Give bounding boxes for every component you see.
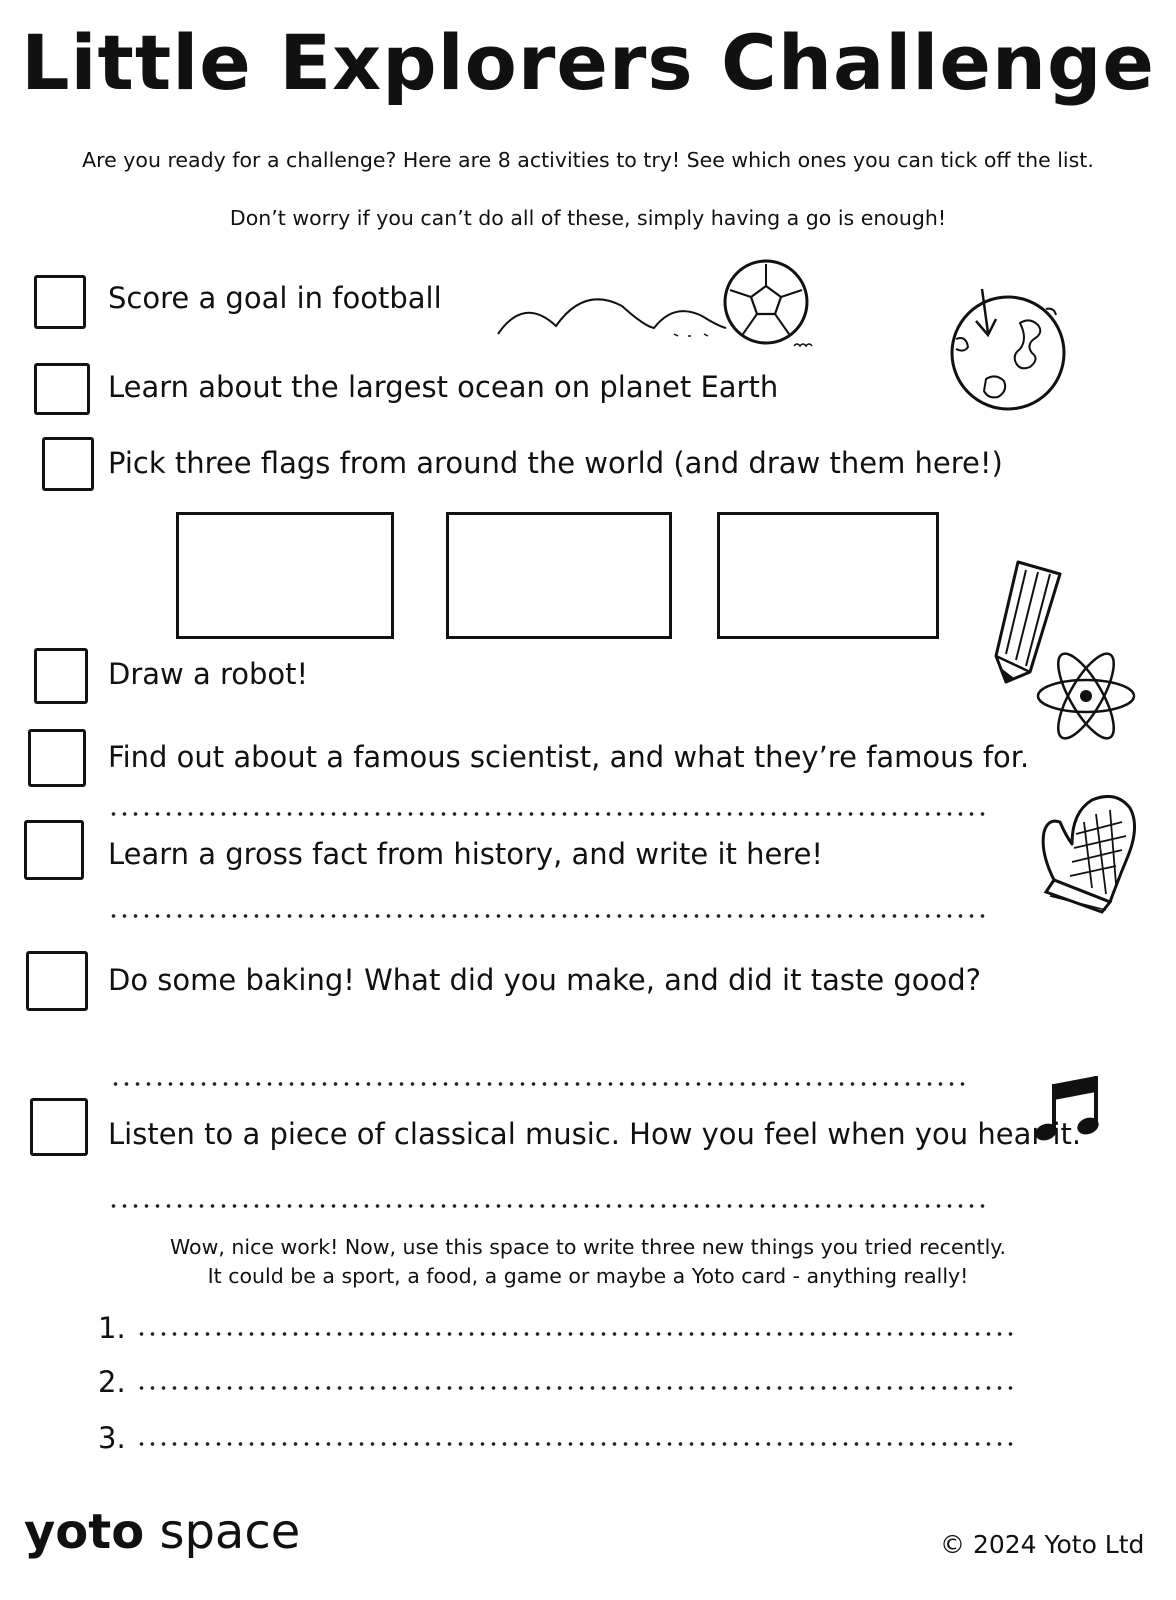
task-6-checkbox[interactable] bbox=[24, 820, 84, 880]
answer-line-task-5[interactable] bbox=[108, 808, 988, 820]
intro-line-1: Are you ready for a challenge? Here are 8 activities to try! See which ones you can tick off the list. bbox=[82, 148, 1094, 172]
task-5-label: Find out about a famous scientist, and what they’re famous for. bbox=[108, 740, 1030, 774]
intro-line-2: Don’t worry if you can’t do all of these, simply having a go is enough! bbox=[229, 206, 947, 230]
yoto-space-logo bbox=[24, 1504, 301, 1560]
task-7-label: Do some baking! What did you make, and did it taste good? bbox=[108, 963, 982, 997]
logo-yoto: yoto bbox=[24, 1504, 145, 1560]
outro-line-1: Wow, nice work! Now, use this space to write three new things you tried recently. bbox=[169, 1235, 1007, 1259]
task-3-checkbox[interactable] bbox=[42, 437, 94, 491]
atom-icon bbox=[1034, 654, 1138, 740]
flag-drawing-box-2[interactable] bbox=[446, 512, 672, 639]
answer-line-task-6[interactable] bbox=[108, 910, 988, 922]
task-8-label: Listen to a piece of classical music. How you feel when you hear it. bbox=[108, 1117, 1082, 1151]
task-4-checkbox[interactable] bbox=[34, 648, 88, 704]
task-8-checkbox[interactable] bbox=[30, 1098, 88, 1156]
task-3-label: Pick three flags from around the world (and draw them here!) bbox=[108, 446, 1003, 480]
flag-drawing-box-1[interactable] bbox=[176, 512, 394, 639]
list-number-1: 1. bbox=[98, 1311, 126, 1345]
flag-drawing-box-3[interactable] bbox=[717, 512, 939, 639]
new-thing-line-1[interactable] bbox=[136, 1328, 1016, 1340]
task-7-checkbox[interactable] bbox=[26, 951, 88, 1011]
globe-icon bbox=[946, 283, 1074, 413]
answer-line-task-7[interactable] bbox=[110, 1078, 970, 1090]
task-2-label: Learn about the largest ocean on planet Earth bbox=[108, 370, 779, 404]
oven-mitt-icon bbox=[1032, 792, 1142, 914]
football-icon bbox=[494, 256, 824, 356]
copyright-text: © 2024 Yoto Ltd bbox=[940, 1530, 1145, 1559]
logo-space: space bbox=[159, 1504, 301, 1560]
task-4-label: Draw a robot! bbox=[108, 657, 309, 691]
page-title: Little Explorers Challenge bbox=[21, 18, 1155, 107]
new-thing-line-2[interactable] bbox=[136, 1382, 1016, 1394]
task-1-label: Score a goal in football bbox=[108, 281, 442, 315]
list-number-3: 3. bbox=[98, 1421, 126, 1455]
new-thing-line-3[interactable] bbox=[136, 1438, 1016, 1450]
task-2-checkbox[interactable] bbox=[34, 363, 90, 415]
answer-line-task-8[interactable] bbox=[108, 1200, 988, 1212]
task-5-checkbox[interactable] bbox=[28, 729, 86, 787]
task-1-checkbox[interactable] bbox=[34, 275, 86, 329]
task-6-label: Learn a gross fact from history, and write it here! bbox=[108, 837, 824, 871]
list-number-2: 2. bbox=[98, 1365, 126, 1399]
outro-line-2: It could be a sport, a food, a game or maybe a Yoto card - anything really! bbox=[207, 1264, 969, 1288]
